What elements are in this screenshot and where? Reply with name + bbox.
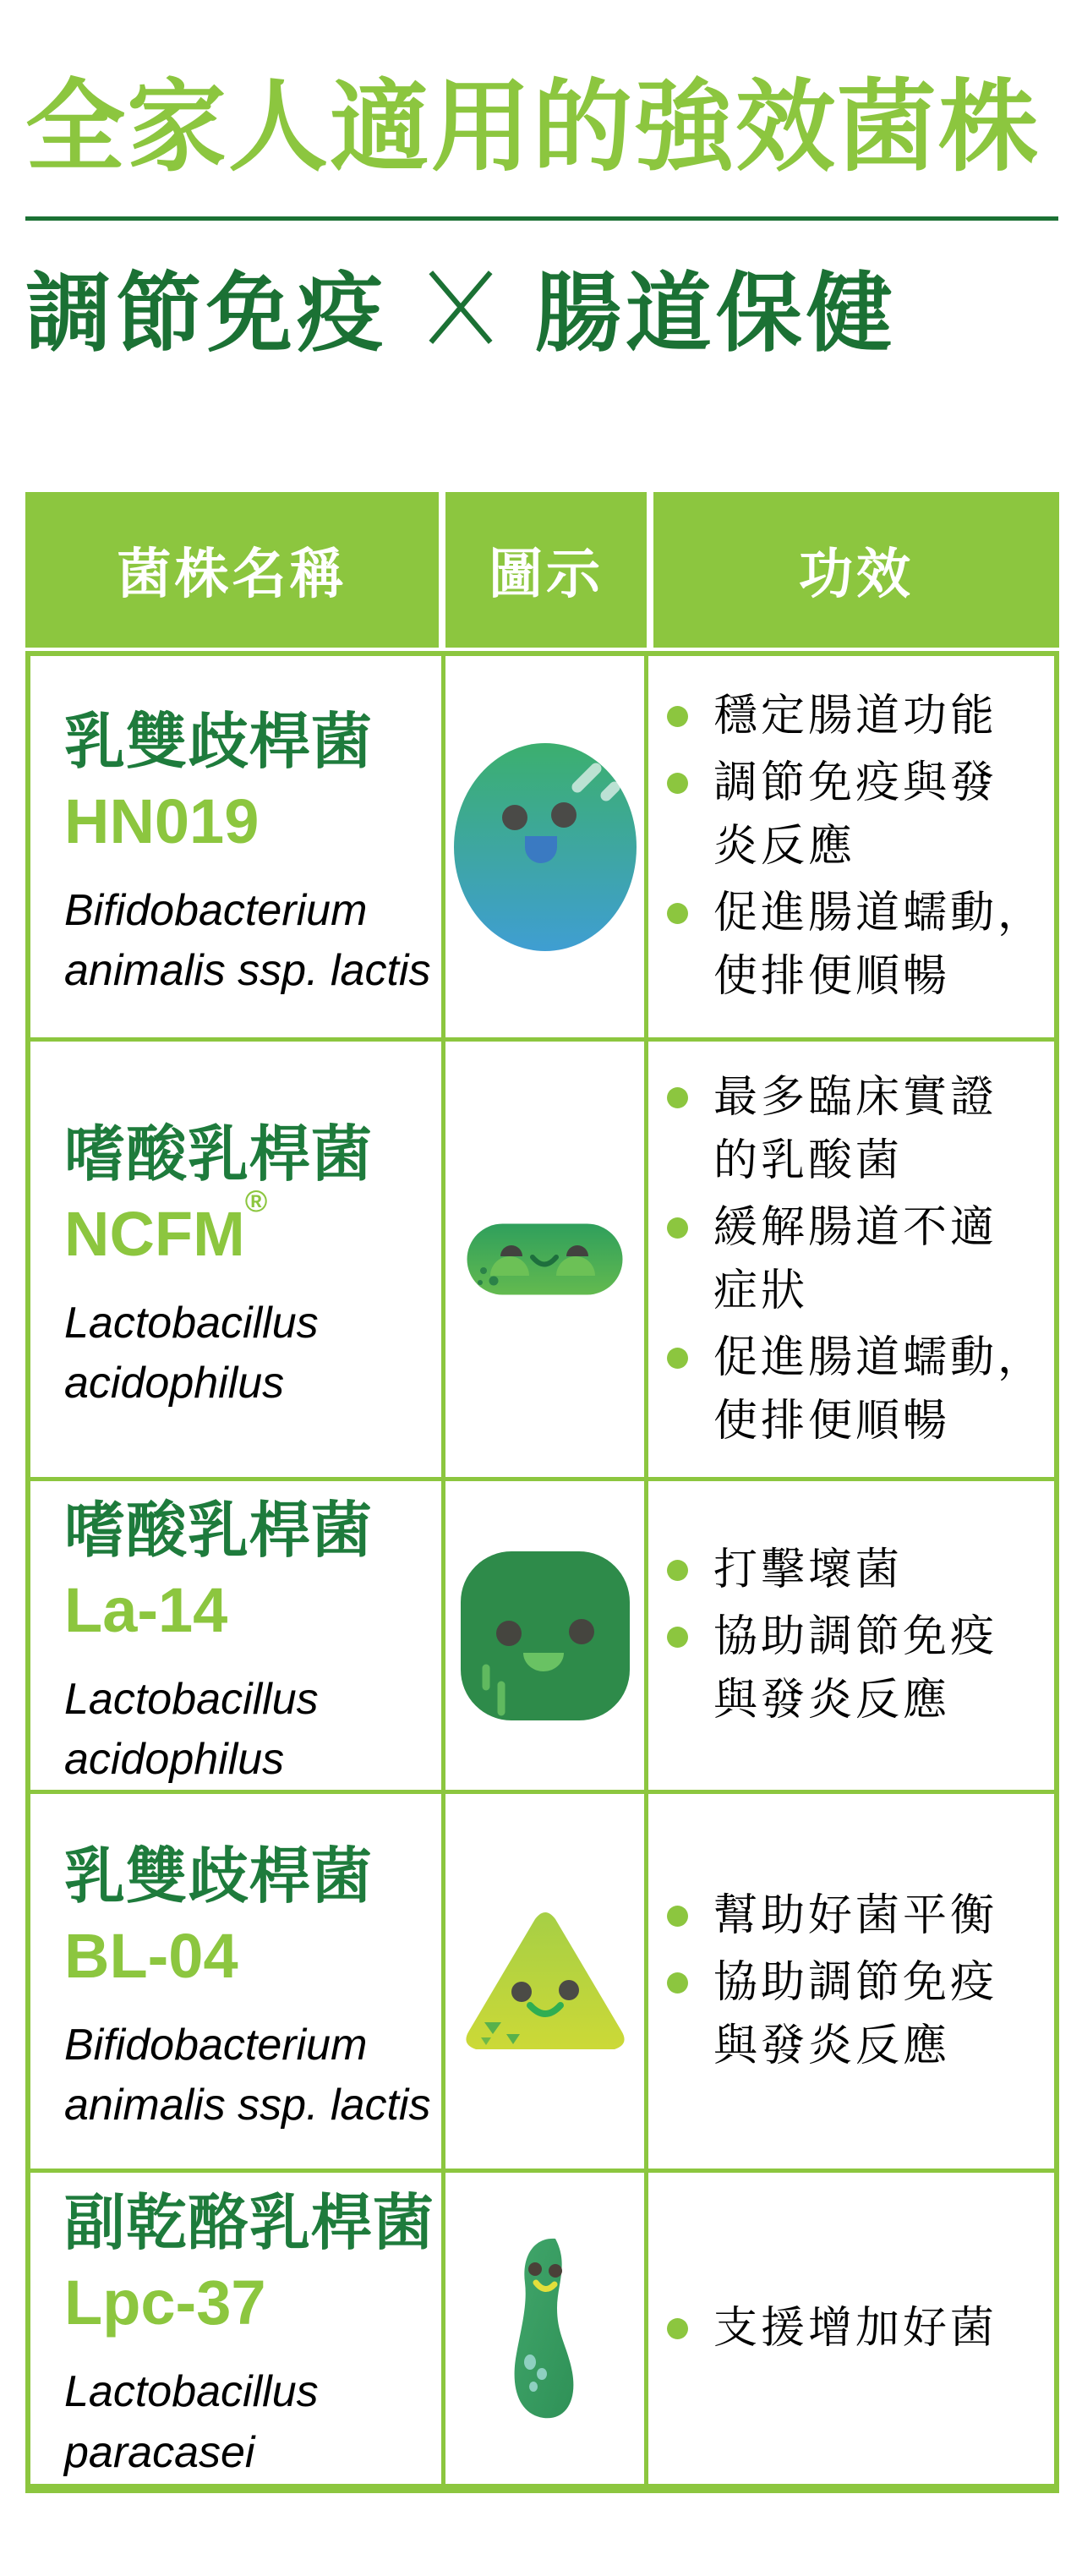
bullet-icon <box>667 2318 688 2339</box>
bullet-icon <box>667 1906 688 1927</box>
table-body <box>25 651 1059 2493</box>
hn019-round-microbe-icon <box>452 741 638 953</box>
table-header-row <box>25 492 1059 648</box>
strain-code-text: La-14 <box>64 1574 228 1645</box>
strain-icon-cell <box>445 1481 644 1790</box>
effect-line: 緩解腸道不適 <box>713 1202 998 1252</box>
strain-code <box>64 1574 441 1646</box>
effect-line: 支援增加好菌 <box>713 2303 998 2353</box>
strain-code-text: Lpc-37 <box>64 2267 266 2338</box>
bullet-icon <box>667 1087 688 1108</box>
effect-item <box>657 2297 1054 2360</box>
effect-item <box>657 1951 1054 2078</box>
strain-latin-name: Bifidobacterium animalis ssp. lactis <box>64 2020 431 2130</box>
header-effect: 功效 <box>653 492 1059 648</box>
ncfm-capsule-microbe-icon <box>467 1223 623 1295</box>
effect-item <box>657 1196 1054 1323</box>
subtitle-right: 腸道保健 <box>534 265 897 362</box>
bullet-icon <box>667 1348 688 1369</box>
bullet-icon <box>667 706 688 727</box>
effect-line: 使排便順暢 <box>713 1396 951 1446</box>
strain-icon-cell <box>445 656 644 1037</box>
bullet-icon <box>667 903 688 924</box>
lpc37-bean-microbe-icon <box>505 2235 586 2421</box>
effect-item <box>657 1539 1054 1602</box>
strain-code <box>64 2267 441 2338</box>
effect-item <box>657 1605 1054 1732</box>
page-title: 全家人適用的強效菌株 <box>25 72 1041 183</box>
effect-line: 穩定腸道功能 <box>713 692 998 741</box>
strain-name-zh: 嗜酸乳桿菌 <box>64 1120 374 1189</box>
strain-icon-cell <box>445 2173 644 2484</box>
strain-latin-name: Lactobacillus acidophilus <box>64 1298 319 1408</box>
strain-code-text: BL-04 <box>64 1920 238 1991</box>
effect-line: 協助調節免疫 <box>713 1612 998 1662</box>
bullet-icon <box>667 1627 688 1648</box>
strain-icon-cell <box>445 1042 644 1477</box>
strain-effects-cell <box>648 656 1054 1037</box>
strain-code <box>64 785 441 857</box>
strain-name-zh: 副乾酪乳桿菌 <box>64 2190 435 2257</box>
strain-name-cell <box>30 2173 441 2484</box>
strain-latin-name: Lactobacillus acidophilus <box>64 1674 319 1785</box>
effect-line: 促進腸道蠕動， <box>713 889 1046 938</box>
strain-code <box>64 1920 441 1992</box>
strain-icon-cell <box>445 1794 644 2169</box>
effect-item <box>657 685 1054 748</box>
bullet-icon <box>667 1560 688 1581</box>
effect-line: 與發炎反應 <box>713 2021 951 2071</box>
strain-latin-name: Lactobacillus paracasei <box>64 2367 319 2477</box>
bullet-icon <box>667 773 688 794</box>
effect-item <box>657 882 1054 1009</box>
bullet-icon <box>667 1217 688 1239</box>
strain-latin-name: Bifidobacterium animalis ssp. lactis <box>64 885 431 996</box>
effect-line: 症狀 <box>713 1266 809 1315</box>
strain-code-sup: ® <box>244 1183 268 1218</box>
effect-item <box>657 752 1054 878</box>
strain-name-cell <box>30 1794 441 2169</box>
strain-name-cell <box>30 1481 441 1790</box>
page-subtitle <box>25 265 1082 364</box>
strain-name-cell <box>30 656 441 1037</box>
effect-line: 幫助好菌平衡 <box>713 1891 998 1941</box>
subtitle-left: 調節免疫 <box>25 265 387 362</box>
strain-effects-cell <box>648 2173 1054 2484</box>
strain-name-zh: 乳雙歧桿菌 <box>64 1842 374 1911</box>
bl04-triangle-microbe-icon <box>462 1909 628 2054</box>
strain-code <box>64 1183 441 1270</box>
strain-name-zh: 乳雙歧桿菌 <box>64 708 374 776</box>
effect-line: 協助調節免疫 <box>713 1958 998 2008</box>
header-strain-name: 菌株名稱 <box>25 492 439 648</box>
strain-effects-cell <box>648 1794 1054 2169</box>
strain-effects-cell <box>648 1481 1054 1790</box>
strain-name-cell <box>30 1042 441 1477</box>
strain-code-text: HN019 <box>64 785 260 856</box>
title-divider <box>25 216 1058 221</box>
strain-table <box>25 492 1059 2493</box>
bullet-icon <box>667 1972 688 1994</box>
la14-rounded-square-microbe-icon <box>461 1551 630 1720</box>
x-separator-icon <box>424 266 498 348</box>
effect-line: 調節免疫與發 <box>713 758 998 808</box>
header-icon: 圖示 <box>445 492 647 648</box>
effect-line: 最多臨床實證 <box>713 1072 998 1122</box>
strain-name-zh: 嗜酸乳桿菌 <box>64 1496 374 1565</box>
effect-line: 使排便順暢 <box>713 952 951 1002</box>
effect-item <box>657 1326 1054 1453</box>
effect-line: 促進腸道蠕動， <box>713 1332 1046 1382</box>
effect-line: 與發炎反應 <box>713 1676 951 1726</box>
strain-effects-cell <box>648 1042 1054 1477</box>
effect-line: 打擊壞菌 <box>713 1545 904 1595</box>
strain-code-text: NCFM <box>64 1198 245 1269</box>
effect-line: 炎反應 <box>713 822 856 872</box>
effect-item <box>657 1884 1054 1948</box>
effect-item <box>657 1066 1054 1193</box>
effect-line: 的乳酸菌 <box>713 1135 904 1185</box>
